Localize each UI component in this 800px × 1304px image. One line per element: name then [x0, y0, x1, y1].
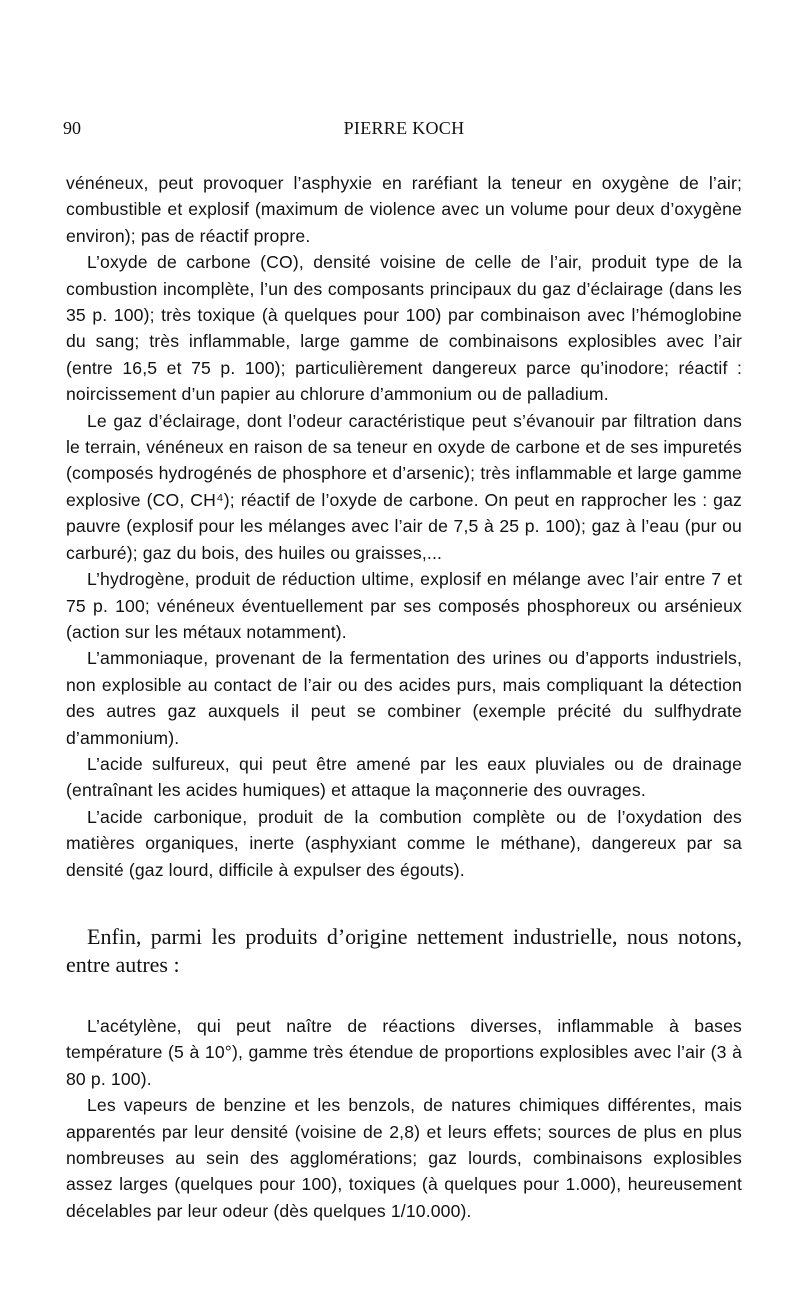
body-text-section-2: [66, 1013, 742, 1224]
document-page: [63, 118, 742, 1224]
page-header: [63, 118, 742, 148]
paragraph-gaz-eclairage: Le gaz d’éclairage, dont l’odeur caractéristique peut s’évanouir par filtration dans le terrain, vénéneux en raison de sa teneur en oxyde de carbone et de ses impuretés (composés hydrogénés de phosphore et d’arsenic); très inflammable et large gamme explosive (CO, CH⁴); réactif de l’oxyde de carbone. On peut en rapprocher les : gaz pauvre (explosif pour les mélanges avec l’air de 7,5 à 25 p. 100); gaz à l’eau (pur ou carburé); gaz du bois, des huiles ou graisses,...: [66, 410, 742, 563]
intro-section: [66, 923, 742, 979]
intro-paragraph: Enfin, parmi les produits d’origine nettement industrielle, nous notons, entre autres :: [66, 923, 742, 977]
paragraph-ammoniaque: L’ammoniaque, provenant de la fermentation des urines ou d’apports industriels, non explosible au contact de l’air ou des acides purs, mais compliquant la détection des autres gaz auxquels il peut se combiner (exemple précité du sulfhydrate d’ammonium).: [66, 648, 742, 748]
paragraph-continued: vénéneux, peut provoquer l’asphyxie en raréfiant la teneur en oxygène de l’air; combustible et explosif (maximum de violence avec un volume pour deux d’oxygène environ); pas de réactif propre.: [66, 173, 742, 246]
body-text-section: [66, 170, 742, 883]
paragraph-acetylene: L’acétylène, qui peut naître de réactions diverses, inflammable à bases température (5 à 10°), gamme très étendue de proportions explosibles avec l’air (3 à 80 p. 100).: [66, 1015, 742, 1089]
paragraph-acide-carbonique: L’acide carbonique, produit de la combution complète ou de l’oxydation des matières organiques, inerte (asphyxiant comme le méthane), dangereux par sa densité (gaz lourd, difficile à expulser des égouts).: [66, 806, 742, 880]
paragraph-acide-sulfureux: L’acide sulfureux, qui peut être amené par les eaux pluviales ou de drainage (entraînant les acides humiques) et attaque la maçonnerie des ouvrages.: [66, 753, 742, 801]
paragraph-hydrogene: L’hydrogène, produit de réduction ultime, explosif en mélange avec l’air entre 7 et 75 p. 100; vénéneux éventuellement par ses composés phosphoreux ou arsénieux (action sur les métaux notamment).: [66, 569, 742, 642]
paragraph-oxyde-de-carbone: L’oxyde de carbone (CO), densité voisine de celle de l’air, produit type de la combustion incomplète, l’un des composants principaux du gaz d’éclairage (dans les 35 p. 100); très toxique (à quelques pour 100) par combinaison avec l’hémoglobine du sang; très inflammable, large gamme de combinaisons explosibles avec l’air (entre 16,5 et 75 p. 100); particulièrement dangereux parce qu’inodore; réactif : noircissement d’un papier au chlorure d’ammonium ou de palladium.: [66, 252, 742, 405]
page-number: 90: [63, 118, 81, 138]
paragraph-benzine: Les vapeurs de benzine et les benzols, de natures chimiques différentes, mais apparentés par leur densité (voisine de 2,8) et leurs effets; sources de plus en plus nombreuses au sein des agglomérations; gaz lourds, combinaisons explosibles assez larges (quelques pour 100), toxiques (à quelques pour 1.000), heureusement décelables par leur odeur (dès quelques 1/10.000).: [66, 1095, 742, 1221]
running-title: PIERRE KOCH: [343, 118, 465, 138]
